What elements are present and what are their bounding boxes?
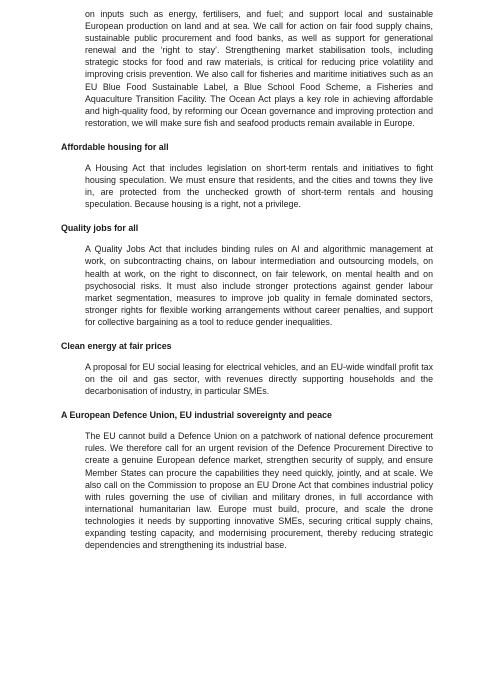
section-heading-housing: Affordable housing for all	[61, 141, 169, 152]
intro-paragraph: on inputs such as energy, fertilisers, and fuel; and support local and sustainable European production on land and at sea. We call for action on fair food supply chains, sustainable public procurement and food banks, as well as support for generational renewal and the ‘right to stay’. Strengthening market stabilisation tools, including strategic stocks for food and raw materials, is critical for reducing price volatility and improving crisis prevention. We also call for fisheries and maritime initiatives such as an EU Blue Food Sustainable Label, a Blue School Food Scheme, a Fisheries and Aquaculture Transition Facility. The Ocean Act plays a key role in achieving affordable and high-quality food, by reforming our Ocean governance and improving protection and restoration, we will make sure fish and seafood products remain available in Europe.	[85, 9, 433, 128]
section-heading-defence: A European Defence Union, EU industrial sovereignty and peace	[61, 410, 332, 421]
section-heading-energy: Clean energy at fair prices	[61, 340, 172, 351]
section-body-jobs: A Quality Jobs Act that includes binding rules on AI and algorithmic management at work, on subcontracting chains, on labour intermediation and outsourcing models, on health at work, on the right to disconnect, on fair telework, on mental health and on psychosocial risks. It must also include stronger protections against gender labour market segmentation, measures to improve job quality in female dominated sectors, stronger rights for flexible working arrangements without career penalties, and support for collective bargaining as a tool to reduce gender inequalities.	[85, 244, 433, 327]
section-body-housing: A Housing Act that includes legislation on short-term rentals and initiatives to fight housing speculation. We must ensure that residents, and the cities and towns they live in, are protected from the unchecked growth of short-term rentals and housing speculation. Because housing is a right, not a privilege.	[85, 162, 433, 210]
section-body-defence: The EU cannot build a Defence Union on a patchwork of national defence procurement rules. We therefore call for an urgent revision of the Defence Procurement Directive to create a genuine European defence market, strengthen security of supply, and ensure Member States can procure the capabilities they need quickly, jointly, and at scale. We also call on the Commission to propose an EU Drone Act that combines industrial policy with rules governing the use of civilian and military drones, in full accordance with international humanitarian law. Europe must build, procure, and scale the drone technologies it needs by supporting innovative SMEs, securing critical supply chains, expanding testing capacity, and modernising procurement, thereby reducing strategic dependencies and strengthening its industrial base.	[85, 431, 433, 551]
section-body-energy: A proposal for EU social leasing for electrical vehicles, and an EU-wide windfall profit tax on the oil and gas sector, with revenues directly supporting households and the decarbonisation of industry, in particular SMEs.	[85, 361, 433, 397]
section-heading-jobs: Quality jobs for all	[61, 223, 139, 234]
